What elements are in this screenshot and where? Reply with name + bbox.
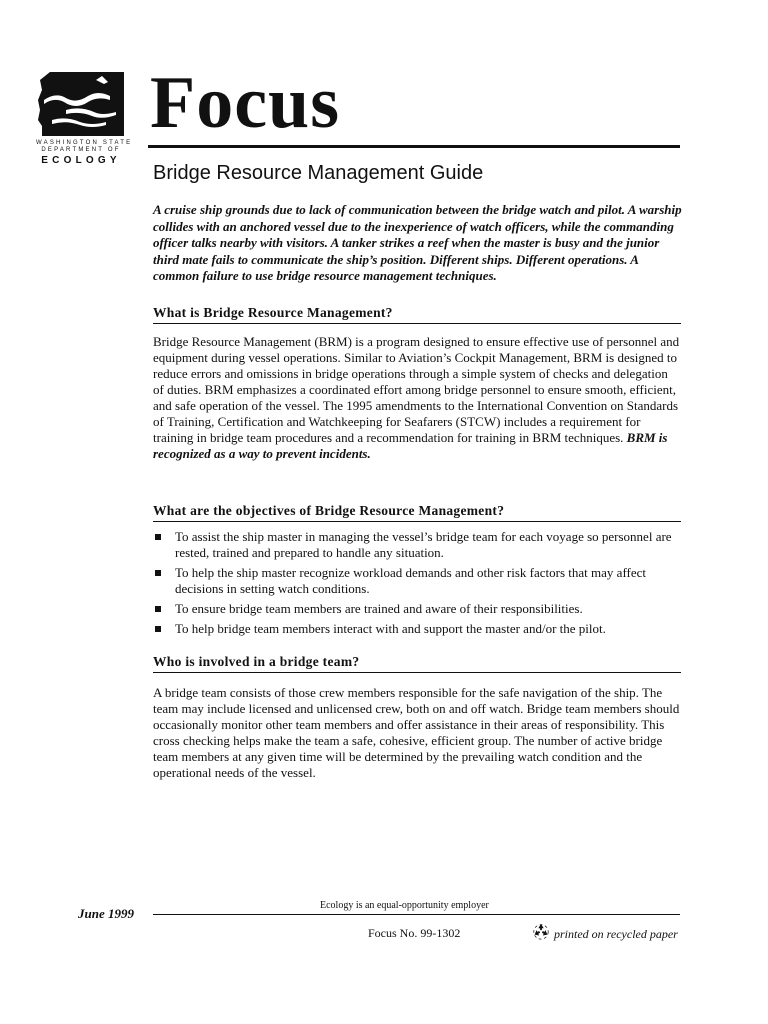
logo-line-department-of: DEPARTMENT OF — [41, 147, 121, 153]
footer-divider — [153, 914, 680, 915]
logo-line-washington-state: WASHINGTON STATE — [36, 140, 133, 146]
page-title: Focus — [150, 62, 340, 144]
what-is-brm-text: Bridge Resource Management (BRM) is a program designed to ensure effective use of personnel and equipment during vessel operations. Similar to Aviation’s Cockpit Management, BRM is designed to reduce errors and omissions in bridge operations through a simple system of checks and delegation of duties. BRM emphasizes a coordinated effort among bridge personnel to ensure smooth, efficient, and safe operation of the vessel. The 1995 amendments to the International Convention on Standards of Training, Certification and Watchkeeping for Seafarers (STCW) includes a requirement for training in bridge team procedures and a recommendation for training in BRM techniques. — [153, 334, 680, 445]
objectives-list — [153, 529, 685, 641]
document-subtitle: Bridge Resource Management Guide — [153, 162, 484, 184]
footer-eeo-statement: Ecology is an equal-opportunity employer — [320, 900, 489, 911]
section-body-what-is-brm — [153, 334, 681, 462]
intro-paragraph: A cruise ship grounds due to lack of communication between the bridge watch and pilot. A warship collides with an anchored vessel due to the inexperience of watch officers, while the commanding officer talks nearby with visitors. A tanker strikes a reef when the master is busy and the junior third mate fails to communicate the ship’s position. Different ships. Different operations. A common failure to use bridge resource management techniques. — [153, 202, 682, 283]
what-is-brm-emphasis: BRM is recognized as a way to prevent incidents. — [153, 430, 668, 461]
section-heading-what-is-brm: What is Bridge Resource Management? — [153, 304, 681, 324]
list-item: To help the ship master recognize workload demands and other risk factors that may affect decisions in setting watch conditions. — [153, 565, 685, 597]
section-body-bridge-team: A bridge team consists of those crew members responsible for the safe navigation of the ship. The team may include licensed and unlicensed crew, both on and off watch. Bridge team members should occasionally monitor other team members and offer assistance in their areas of responsibility. This cross checking helps make the team a safe, cohesive, efficient group. The number of active bridge team members at any given time will be determined by the prevailing watch condition and the operational needs of the vessel. — [153, 685, 680, 780]
section-heading-bridge-team: Who is involved in a bridge team? — [153, 653, 681, 673]
footer-date: June 1999 — [78, 906, 134, 921]
footer-recycled-note: printed on recycled paper — [554, 927, 678, 941]
list-item: To ensure bridge team members are trained and aware of their responsibilities. — [153, 601, 685, 617]
list-item: To assist the ship master in managing the vessel’s bridge team for each voyage so personnel are rested, trained and prepared to handle any situation. — [153, 529, 685, 561]
logo-line-ecology: ECOLOGY — [41, 155, 121, 166]
ecology-logo — [36, 70, 133, 180]
list-item: To help bridge team members interact with and support the master and/or the pilot. — [153, 621, 685, 637]
section-heading-objectives: What are the objectives of Bridge Resource Management? — [153, 502, 681, 522]
recycle-icon — [532, 922, 550, 940]
footer-focus-number: Focus No. 99-1302 — [368, 926, 461, 940]
washington-state-ecology-logo-icon — [36, 70, 126, 138]
title-divider — [148, 145, 680, 148]
